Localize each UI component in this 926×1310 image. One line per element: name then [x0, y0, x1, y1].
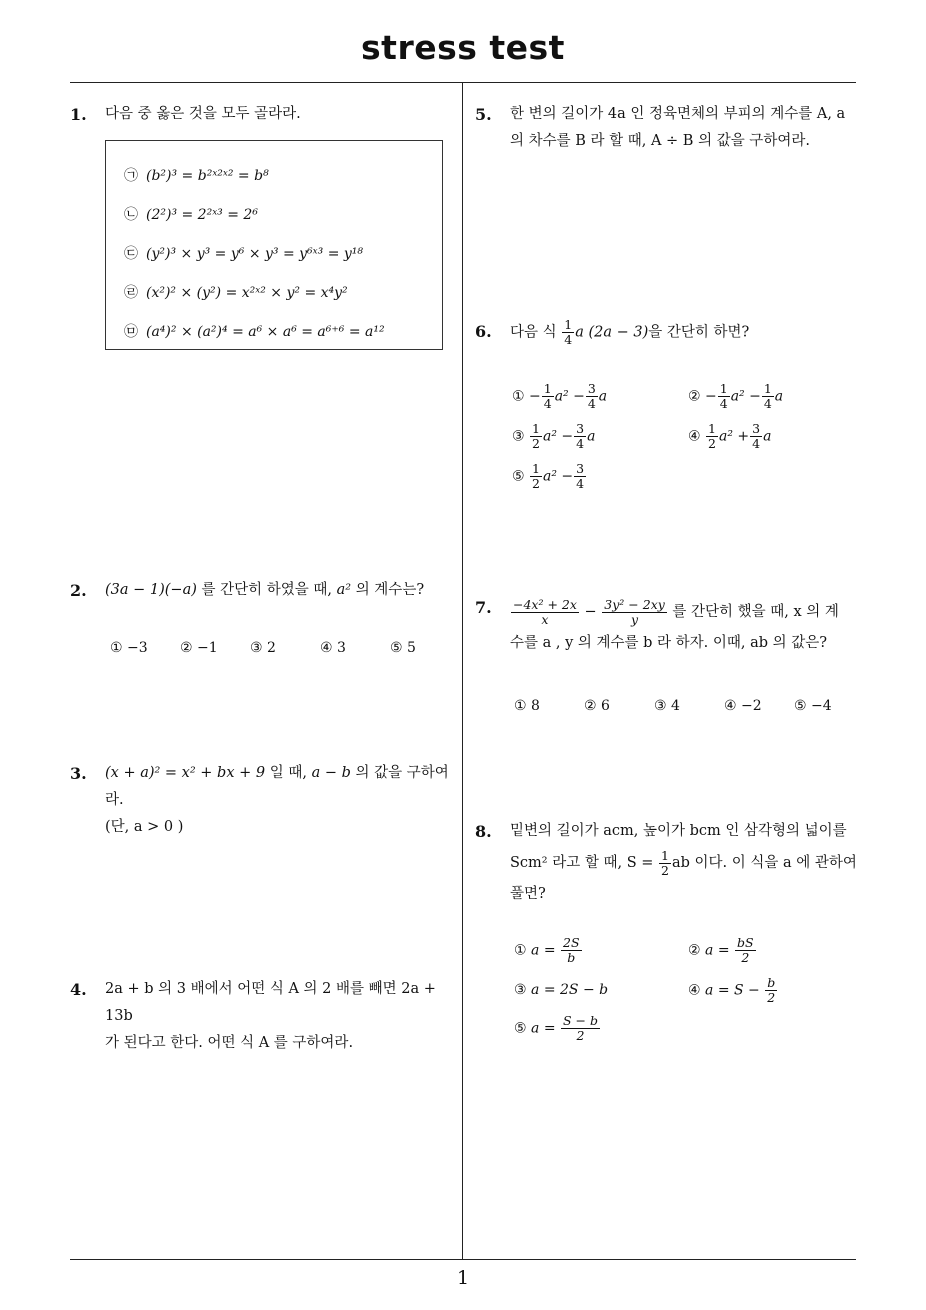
choice[interactable]: ② a = $\frac{bS}{2}$: [688, 935, 754, 965]
choice[interactable]: ④ −2: [724, 698, 762, 714]
choice[interactable]: ③ 4: [654, 698, 680, 714]
choice[interactable]: ⑤ $\frac{1}{2}$ a² − $\frac{3}{4}$: [512, 461, 585, 491]
question-text: 2a + b 의 3 배에서 어떤 식 A 의 2 배를 빼면 2a + 13b 가 된다고 한다. 어떤 식 A 를 구하여라.: [105, 981, 436, 1051]
statement-item: ㉢ (y²)³ × y³ = y⁶ × y³ = y⁶ˣ³ = y¹⁸: [124, 246, 364, 262]
choice[interactable]: ⑤ −4: [794, 698, 832, 714]
answer-choices: [514, 936, 854, 1056]
statement-item: ㉡ (2²)³ = 2²ˣ³ = 2⁶: [124, 207, 258, 223]
question-2: [70, 577, 460, 604]
question-text: (x + a)² = x² + bx + 9 일 때, a − b 의 값을 구하여라. (단, a > 0 ): [105, 760, 460, 841]
choice[interactable]: ③ $\frac{1}{2}$ a² − $\frac{3}{4}$ a: [512, 421, 596, 451]
question-8: [475, 818, 865, 908]
question-number: 8.: [475, 822, 492, 841]
question-number: 5.: [475, 105, 492, 124]
question-5: [475, 101, 860, 155]
question-text: 다음 식 $\frac{1}{4}$ a (2a − 3)을 간단히 하면?: [510, 317, 750, 347]
page-number: 1: [456, 1267, 470, 1289]
footer-rule: [70, 1259, 856, 1260]
statement-item: ㉤ (a⁴)² × (a²)⁴ = a⁶ × a⁶ = a⁶⁺⁶ = a¹²: [124, 324, 385, 340]
choice[interactable]: ③ a = 2S − b: [514, 982, 609, 998]
choice[interactable]: ③ 2: [250, 640, 276, 656]
statement-item: ㉣ (x²)² × (y²) = x²ˣ² × y² = x⁴y²: [124, 285, 348, 301]
choice[interactable]: ① 8: [514, 698, 540, 714]
question-number: 7.: [475, 598, 492, 617]
question-number: 4.: [70, 980, 87, 999]
choice[interactable]: ① −3: [110, 640, 148, 656]
choice[interactable]: ① a = $\frac{2S}{b}$: [514, 935, 580, 965]
question-number: 3.: [70, 764, 87, 783]
question-7: [475, 594, 860, 657]
question-4: [70, 976, 462, 1057]
question-number: 6.: [475, 322, 492, 341]
question-number: 1.: [70, 105, 87, 124]
question-text: $\frac{\text{−4x² + 2x}}{x}$ − $\frac{\text{3y² − 2xy}}{y}$ 를 간단히 했을 때, x 의 계 수를 a , y 의 계수를 b 라 하자. 이때, ab 의 값은?: [510, 596, 839, 651]
choice[interactable]: ④ a = S − $\frac{b}{2}$: [688, 975, 776, 1005]
question-3: [70, 760, 460, 841]
choice[interactable]: ④ 3: [320, 640, 346, 656]
question-number: 2.: [70, 581, 87, 600]
statement-box: [105, 140, 443, 350]
question-condition: (단, a > 0 ): [105, 819, 184, 835]
choice[interactable]: ⑤ a = $\frac{S - b}{2}$: [514, 1013, 598, 1043]
answer-choices: [512, 382, 852, 502]
choice[interactable]: ② − $\frac{1}{4}$ a² − $\frac{1}{4}$ a: [688, 381, 784, 411]
question-text: 한 변의 길이가 4a 인 정육면체의 부피의 계수를 A, a 의 차수를 B 라 할 때, A ÷ B 의 값을 구하여라.: [510, 106, 846, 149]
choice[interactable]: ② −1: [180, 640, 218, 656]
choice[interactable]: ① − $\frac{1}{4}$ a² − $\frac{3}{4}$ a: [512, 381, 608, 411]
question-text: (3a − 1)(−a) 를 간단히 하였을 때, a² 의 계수는?: [105, 582, 425, 598]
question-6: [475, 318, 860, 347]
choice[interactable]: ② 6: [584, 698, 610, 714]
choice[interactable]: ④ $\frac{1}{2}$ a² + $\frac{3}{4}$ a: [688, 421, 772, 451]
page-title: stress test: [361, 28, 565, 67]
question-text: 다음 중 옳은 것을 모두 골라라.: [105, 106, 301, 122]
question-1: [70, 101, 460, 128]
choice[interactable]: ⑤ 5: [390, 640, 416, 656]
column-divider: [462, 83, 463, 1259]
header-rule: [70, 82, 856, 83]
question-text: 밑변의 길이가 acm, 높이가 bcm 인 삼각형의 넓이를 Scm² 라고 할 때, S = $\frac{1}{2}$ ab 이다. 이 식을 a 에 관하여 풀면?: [510, 823, 857, 902]
statement-item: ㉠ (b²)³ = b²ˣ²ˣ² = b⁸: [124, 168, 269, 184]
